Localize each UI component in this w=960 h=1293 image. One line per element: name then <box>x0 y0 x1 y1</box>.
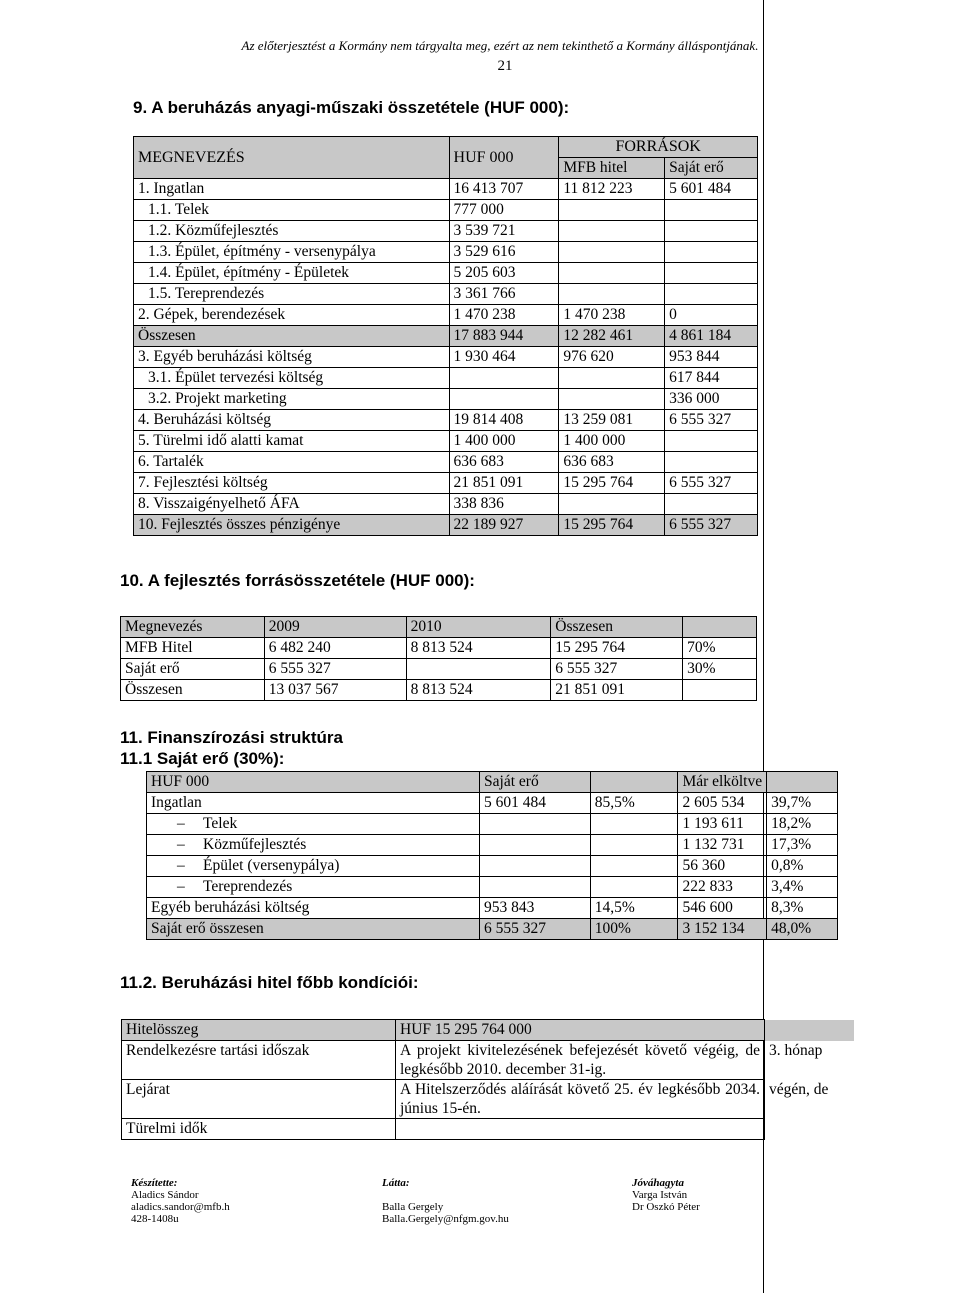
table-cell-huf: 22 189 927 <box>449 515 559 536</box>
table-cell-spent: 222 833 <box>678 877 767 898</box>
dash-marker: – <box>177 815 185 832</box>
table-cell-own <box>665 431 758 452</box>
prepared-name: Aladics Sándor <box>131 1189 199 1201</box>
table-row <box>147 814 838 835</box>
table-cell-own_pct <box>590 856 678 877</box>
table-cell-name: 4. Beruházási költség <box>134 410 450 431</box>
table-cell-own: 6 555 327 <box>665 515 758 536</box>
table-cell-own: 617 844 <box>665 368 758 389</box>
table-row <box>122 1080 854 1119</box>
table-row <box>134 263 758 284</box>
table-cell-mfb <box>559 200 665 221</box>
table-cell-own: 6 555 327 <box>665 410 758 431</box>
table-cell-mfb: 1 400 000 <box>559 431 665 452</box>
section-11-2-title: 11.2. Beruházási hitel főbb kondíciói: <box>120 973 419 992</box>
dash-marker: – <box>177 878 185 895</box>
table-cell-huf: 1 930 464 <box>449 347 559 368</box>
table-row <box>134 389 758 410</box>
table-cell-own <box>480 835 591 856</box>
table-cell-name: 5. Türelmi idő alatti kamat <box>134 431 450 452</box>
table-cell-own: 5 601 484 <box>480 793 591 814</box>
table-row <box>134 242 758 263</box>
table-cell-huf: 1 470 238 <box>449 305 559 326</box>
header-cell: HUF 000 <box>147 772 480 793</box>
table-cell <box>406 659 551 680</box>
condition-value: HUF 15 295 764 000 <box>396 1020 765 1041</box>
table-cell-spent_pct: 8,3% <box>767 898 838 919</box>
table-cell-spent_pct: 39,7% <box>767 793 838 814</box>
table-cell-name <box>147 919 480 940</box>
table-cell-mfb: 12 282 461 <box>559 326 665 347</box>
investment-composition-table <box>133 136 758 536</box>
table-cell-own: 6 555 327 <box>480 919 591 940</box>
table-cell-name <box>147 877 480 898</box>
seen-email: Balla.Gergely@nfgm.gov.hu <box>382 1213 509 1225</box>
table-cell-spent: 2 605 534 <box>678 793 767 814</box>
approved-name-2: Dr Oszkó Péter <box>632 1201 700 1213</box>
table-cell-mfb <box>559 221 665 242</box>
condition-label: Lejárat <box>122 1080 396 1119</box>
row-label: Ingatlan <box>151 794 202 811</box>
table-cell-name <box>147 856 480 877</box>
table-cell-name <box>147 814 480 835</box>
table-cell: Összesen <box>121 680 265 701</box>
condition-label: Hitelösszeg <box>122 1020 396 1041</box>
table-cell-spent: 1 193 611 <box>678 814 767 835</box>
header-name: MEGNEVEZÉS <box>134 137 450 179</box>
seen-name: Balla Gergely <box>382 1201 444 1213</box>
table-row <box>134 284 758 305</box>
row-label: Közműfejlesztés <box>203 836 307 853</box>
loan-conditions-table <box>121 1019 854 1140</box>
table-cell-huf: 777 000 <box>449 200 559 221</box>
row-label: Saját erő összesen <box>151 920 264 937</box>
table-row <box>121 659 757 680</box>
table-row <box>134 326 758 347</box>
table-row <box>134 494 758 515</box>
table-cell-own_pct <box>590 877 678 898</box>
condition-extra: végén, de <box>769 1080 829 1098</box>
table-cell-mfb <box>559 242 665 263</box>
row-label: Telek <box>203 815 238 832</box>
table-cell-name: 3.2. Projekt marketing <box>134 389 450 410</box>
table-cell-name: 1.5. Tereprendezés <box>134 284 450 305</box>
table-cell-spent: 1 132 731 <box>678 835 767 856</box>
table-cell-huf: 338 836 <box>449 494 559 515</box>
table-row <box>147 877 838 898</box>
table-cell-own: 4 861 184 <box>665 326 758 347</box>
table-cell-name <box>147 898 480 919</box>
table-cell-own <box>665 284 758 305</box>
table-cell-spent_pct: 48,0% <box>767 919 838 940</box>
table-cell-mfb <box>559 284 665 305</box>
header-cell <box>590 772 678 793</box>
funding-sources-table <box>120 616 757 701</box>
header-cell <box>767 772 838 793</box>
table-cell-name: 2. Gépek, berendezések <box>134 305 450 326</box>
table-cell <box>683 680 757 701</box>
table-cell-own <box>665 452 758 473</box>
table-cell-mfb <box>559 263 665 284</box>
section-10-title: 10. A fejlesztés forrásösszetétele (HUF 000): <box>120 571 475 590</box>
table-cell-mfb: 11 812 223 <box>559 179 665 200</box>
table-row <box>134 431 758 452</box>
table-cell-own: 6 555 327 <box>665 473 758 494</box>
table-cell: 15 295 764 <box>551 638 683 659</box>
own-funds-table <box>146 771 838 940</box>
condition-label: Türelmi idők <box>122 1119 396 1140</box>
table-cell-name: 8. Visszaigényelhető ÁFA <box>134 494 450 515</box>
table-cell-own: 5 601 484 <box>665 179 758 200</box>
table-header-row <box>134 137 758 158</box>
table-cell-own <box>665 242 758 263</box>
table-cell-own_pct <box>590 814 678 835</box>
table-row <box>121 680 757 701</box>
header-sources: FORRÁSOK <box>559 137 758 158</box>
condition-extra: 3. hónap <box>769 1041 823 1059</box>
approved-label: Jóváhagyta <box>632 1177 684 1189</box>
footer-approved <box>632 1177 700 1213</box>
table-cell-spent_pct: 0,8% <box>767 856 838 877</box>
table-cell-name: 3.1. Épület tervezési költség <box>134 368 450 389</box>
header-huf: HUF 000 <box>449 137 559 179</box>
table-cell-huf: 3 361 766 <box>449 284 559 305</box>
header-own: Saját erő <box>665 158 758 179</box>
table-cell-own <box>665 221 758 242</box>
table-cell-spent_pct: 3,4% <box>767 877 838 898</box>
table-cell-name: 1.2. Közműfejlesztés <box>134 221 450 242</box>
table-cell-huf: 5 205 603 <box>449 263 559 284</box>
condition-value: A Hitelszerződés aláírását követő 25. év legkésőbb 2034. június 15-én. <box>396 1080 765 1119</box>
header-cell: Megnevezés <box>121 617 265 638</box>
condition-label: Rendelkezésre tartási időszak <box>122 1041 396 1080</box>
table-row <box>134 179 758 200</box>
table-cell: 70% <box>683 638 757 659</box>
header-cell: Saját erő <box>480 772 591 793</box>
table-row <box>122 1041 854 1080</box>
table-cell-name: 1. Ingatlan <box>134 179 450 200</box>
table-cell: 8 813 524 <box>406 680 551 701</box>
prepared-label: Készítette: <box>131 1177 178 1189</box>
table-cell: 6 555 327 <box>551 659 683 680</box>
header-cell <box>683 617 757 638</box>
table-cell-huf: 19 814 408 <box>449 410 559 431</box>
table-cell-mfb: 15 295 764 <box>559 473 665 494</box>
table-cell-mfb: 15 295 764 <box>559 515 665 536</box>
dash-marker: – <box>177 857 185 874</box>
table-cell: 21 851 091 <box>551 680 683 701</box>
table-cell-own: 953 843 <box>480 898 591 919</box>
table-cell-huf <box>449 368 559 389</box>
table-row <box>134 452 758 473</box>
table-cell-spent_pct: 17,3% <box>767 835 838 856</box>
table-row <box>134 368 758 389</box>
footer-seen <box>382 1177 509 1225</box>
header-cell: 2010 <box>406 617 551 638</box>
table-cell-mfb: 636 683 <box>559 452 665 473</box>
table-cell-name: 10. Fejlesztés összes pénzigénye <box>134 515 450 536</box>
page-number: 21 <box>497 58 513 74</box>
seen-label: Látta: <box>382 1177 410 1189</box>
table-row <box>121 638 757 659</box>
section-9-title: 9. A beruházás anyagi-műszaki összetétele (HUF 000): <box>133 98 570 117</box>
table-cell-name: 3. Egyéb beruházási költség <box>134 347 450 368</box>
table-cell-mfb <box>559 389 665 410</box>
table-row <box>134 473 758 494</box>
table-cell-spent: 56 360 <box>678 856 767 877</box>
table-row <box>147 856 838 877</box>
prepared-email: aladics.sandor@mfb.h <box>131 1201 230 1213</box>
section-11-1-title: 11.1 Saját erő (30%): <box>120 749 285 768</box>
table-cell-spent_pct: 18,2% <box>767 814 838 835</box>
table-cell-spent: 546 600 <box>678 898 767 919</box>
table-cell-own_pct <box>590 835 678 856</box>
table-cell-own <box>665 494 758 515</box>
table-cell-mfb <box>559 368 665 389</box>
header-cell: Már elköltve <box>678 772 767 793</box>
table-row <box>122 1020 854 1041</box>
header-cell: Összesen <box>551 617 683 638</box>
table-cell: 30% <box>683 659 757 680</box>
row-label: Épület (versenypálya) <box>203 857 340 874</box>
table-cell-name <box>147 793 480 814</box>
table-cell-own_pct: 14,5% <box>590 898 678 919</box>
row-label: Egyéb beruházási költség <box>151 899 310 916</box>
table-cell: MFB Hitel <box>121 638 265 659</box>
table-cell-huf: 21 851 091 <box>449 473 559 494</box>
table-cell-name <box>147 835 480 856</box>
table-cell: 13 037 567 <box>264 680 406 701</box>
table-cell-name: 6. Tartalék <box>134 452 450 473</box>
header-mfb: MFB hitel <box>559 158 665 179</box>
section-11-title: 11. Finanszírozási struktúra <box>120 728 343 747</box>
table-cell-own: 953 844 <box>665 347 758 368</box>
table-cell-own <box>665 263 758 284</box>
table-cell: 6 555 327 <box>264 659 406 680</box>
table-cell-own_pct: 85,5% <box>590 793 678 814</box>
table-cell-mfb: 1 470 238 <box>559 305 665 326</box>
table-cell-name: 1.1. Telek <box>134 200 450 221</box>
table-cell-own: 0 <box>665 305 758 326</box>
table-cell-huf: 17 883 944 <box>449 326 559 347</box>
table-cell-mfb <box>559 494 665 515</box>
table-cell-mfb: 976 620 <box>559 347 665 368</box>
table-row <box>147 898 838 919</box>
table-cell-own <box>480 877 591 898</box>
table-cell-spent: 3 152 134 <box>678 919 767 940</box>
table-row <box>147 793 838 814</box>
table-cell-own <box>480 856 591 877</box>
table-cell-own <box>480 814 591 835</box>
table-row <box>134 221 758 242</box>
header-note: Az előterjesztést a Kormány nem tárgyalta meg, ezért az nem tekinthető a Kormány álláspontjának. <box>241 38 759 53</box>
table-cell-mfb: 13 259 081 <box>559 410 665 431</box>
table-row <box>134 515 758 536</box>
table-cell: Saját erő <box>121 659 265 680</box>
approved-name-1: Varga István <box>632 1189 688 1201</box>
condition-extra <box>765 1020 854 1041</box>
table-row <box>134 347 758 368</box>
table-cell: 8 813 524 <box>406 638 551 659</box>
table-cell-name: Összesen <box>134 326 450 347</box>
table-header-row <box>147 772 838 793</box>
table-cell-huf: 3 539 721 <box>449 221 559 242</box>
table-cell-huf: 1 400 000 <box>449 431 559 452</box>
table-row <box>122 1119 854 1140</box>
footer-prepared <box>131 1177 230 1225</box>
dash-marker: – <box>177 836 185 853</box>
table-header-row <box>121 617 757 638</box>
table-cell-huf <box>449 389 559 410</box>
table-cell-huf: 636 683 <box>449 452 559 473</box>
table-row <box>147 919 838 940</box>
table-cell-own: 336 000 <box>665 389 758 410</box>
table-row <box>134 305 758 326</box>
table-row <box>147 835 838 856</box>
condition-extra <box>765 1119 854 1140</box>
table-cell: 6 482 240 <box>264 638 406 659</box>
table-row <box>134 200 758 221</box>
row-label: Tereprendezés <box>203 878 293 895</box>
header-cell: 2009 <box>264 617 406 638</box>
condition-value: A projekt kivitelezésének befejezését követő végéig, de legkésőbb 2010. december 31-ig. <box>396 1041 765 1080</box>
table-cell-name: 1.3. Épület, építmény - versenypálya <box>134 242 450 263</box>
table-cell-name: 1.4. Épület, építmény - Épületek <box>134 263 450 284</box>
table-cell-own_pct: 100% <box>590 919 678 940</box>
table-cell-huf: 3 529 616 <box>449 242 559 263</box>
condition-value <box>396 1119 765 1140</box>
table-cell-name: 7. Fejlesztési költség <box>134 473 450 494</box>
table-cell-own <box>665 200 758 221</box>
prepared-phone: 428-1408u <box>131 1213 179 1225</box>
table-row <box>134 410 758 431</box>
table-cell-huf: 16 413 707 <box>449 179 559 200</box>
